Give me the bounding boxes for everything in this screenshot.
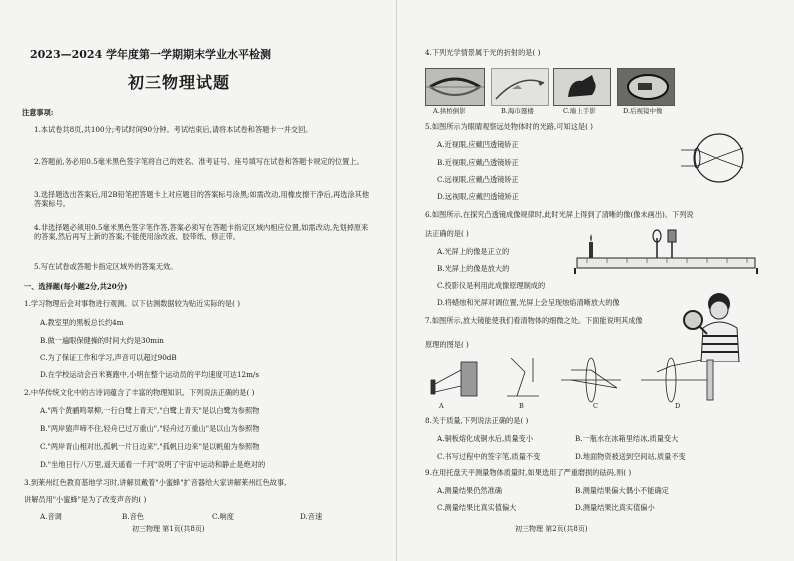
option: B.做一遍眼保健操的时间大约是30min — [40, 336, 164, 345]
question-stem: 原理的图是( ) — [425, 340, 469, 349]
question-stem: 5.如图所示为眼睛观察远处物体时的光路,可知这是( ) — [425, 122, 593, 131]
figure-caption: A.拱桥倒影 — [433, 107, 466, 115]
figure-mirage — [491, 68, 549, 106]
option: A.音调 — [40, 512, 62, 521]
notice-item: 1.本试卷共8页,共100分;考试时间90分钟。考试结束后,请将本试卷和答题卡一并交回。 — [34, 125, 313, 134]
figure-label: B — [519, 402, 524, 410]
option: A.近视眼,应戴凹透镜矫正 — [437, 140, 519, 149]
option: D.测量结果比真实值偏小 — [575, 503, 655, 512]
figure-caption: D.后视镜中像 — [623, 107, 663, 115]
notice-item: 3.选择题选出答案后,用2B铅笔把答题卡上对应题目的答案标号涂黑;如需改动,用橡皮擦干净后,再选涂其他答案标号。 — [34, 190, 370, 208]
question-stem: 9.在用托盘天平测量物体质量时,如果选用了严重磨损的砝码,则( ) — [425, 468, 632, 477]
question-stem: 4.下列光学情景属于光的折射的是( ) — [425, 48, 541, 57]
option: C.书写过程中的签字笔,质量不变 — [437, 452, 541, 461]
option: C.响度 — [212, 512, 234, 521]
option: D.音速 — [300, 512, 323, 521]
option: C."两岸青山相对出,孤帆一片日边来","孤帆日边来"是以帆船为参照物 — [40, 442, 260, 451]
page-footer: 初三物理 第1页(共8页) — [132, 525, 205, 533]
option: C.远视眼,应戴凸透镜矫正 — [437, 175, 519, 184]
figure-caption: B.海市蜃楼 — [501, 107, 534, 115]
exam-title: 初三物理试题 — [128, 73, 231, 92]
figure-arch-bridge-reflection — [425, 68, 485, 106]
figure-rearview-mirror — [617, 68, 675, 106]
figure-label: D — [675, 402, 681, 410]
question-stem: 7.如图所示,放大镜能使我们看清物体的细微之处。下面能说明其成像 — [425, 316, 643, 325]
page-footer: 初三物理 第2页(共8页) — [515, 525, 588, 533]
exam-header: 2023—2024 学年度第一学期期末学业水平检测 — [30, 48, 272, 61]
option: D.地面物资被送到空间站,质量不变 — [575, 452, 686, 461]
notice-item: 5.写在试卷或答题卡指定区域外的答案无效。 — [34, 262, 178, 271]
question-stem: 法正确的是( ) — [425, 229, 469, 238]
option: D."坐地日行八万里,遥天遥看一千河"说明了宇宙中运动和静止是绝对的 — [40, 460, 266, 469]
notice-item: 4.非选择题必须用0.5毫米黑色签字笔作答,答案必须写在答题卡指定区域内相应位置,如需改动,先划掉原来的答案,然后再写上新的答案;不能使用涂改液、胶带纸、修正带。 — [34, 223, 369, 241]
question-stem: 讲解员用"小蜜蜂"是为了改变声音的( ) — [24, 495, 147, 504]
option: A.教室里的黑板总长约4m — [40, 318, 124, 327]
option: A."两个黄鹂鸣翠柳,一行白鹭上青天","白鹭上青天"是以白鹭为参照物 — [40, 406, 260, 415]
question-stem: 3.到莱州红色教育基地学习时,讲解员戴着"小蜜蜂"扩音器给大家讲解莱州红色故事, — [24, 478, 287, 487]
figure-label: C — [593, 402, 598, 410]
option: C.测量结果比真实值偏大 — [437, 503, 517, 512]
question-stem: 8.关于质量,下列说法正确的是( ) — [425, 416, 529, 425]
figure-optical-bench — [573, 226, 759, 276]
option: B.测量结果偏大偶小不能确定 — [575, 486, 669, 495]
question-stem: 1.学习物理后会对事物进行观测。以下估测数据较为贴近实际的是( ) — [24, 299, 241, 308]
option: C.为了保证工作和学习,声音可以超过90dB — [40, 353, 177, 362]
option: D.将蜡烛和光屏对调位置,光屏上会呈现烛焰清晰放大的像 — [437, 298, 620, 307]
option: A.铜板熔化成铜水后,质量变小 — [437, 434, 534, 443]
option: B.一瓶水在冰箱里结冰,质量变大 — [575, 434, 679, 443]
option: B.光屏上的像是放大的 — [437, 264, 510, 273]
page-2 — [397, 0, 794, 561]
section-title: 一、选择题(每小题2分,共20分) — [24, 282, 128, 291]
option: B.近视眼,应戴凸透镜矫正 — [437, 158, 519, 167]
figure-label: A — [439, 402, 444, 410]
option: D.远视眼,应戴凹透镜矫正 — [437, 192, 519, 201]
figure-hand-shadow — [553, 68, 611, 106]
figure-caption: C.墙上手影 — [563, 107, 596, 115]
option: B.音色 — [122, 512, 144, 521]
option: A.光屏上的像是正立的 — [437, 247, 510, 256]
option: B."两岸猿声啼不住,轻舟已过万重山","轻舟过万重山"是以山为参照物 — [40, 424, 260, 433]
figure-eye-diagram — [681, 130, 747, 186]
question-stem: 6.如图所示,在探究凸透镜成像规律时,此时光屏上得到了清晰的像(像未画出)。下列说 — [425, 210, 694, 219]
option: C.投影仪是利用此成像原理制成的 — [437, 281, 546, 290]
notice-item: 2.答题前,务必用0.5毫米黑色签字笔将自己的姓名、准考证号、座号填写在试卷和答题卡规定的位置上。 — [34, 157, 364, 166]
question-stem: 2.中华传统文化中的古诗词蕴含了丰富的物理知识。下列说法正确的是( ) — [24, 388, 255, 397]
option: D.在学校运动会百米赛跑中,小明在整个运动员的平均速度可达12m/s — [40, 370, 260, 379]
option: A.测量结果仍然准确 — [437, 486, 502, 495]
notice-title: 注意事项: — [22, 108, 54, 117]
